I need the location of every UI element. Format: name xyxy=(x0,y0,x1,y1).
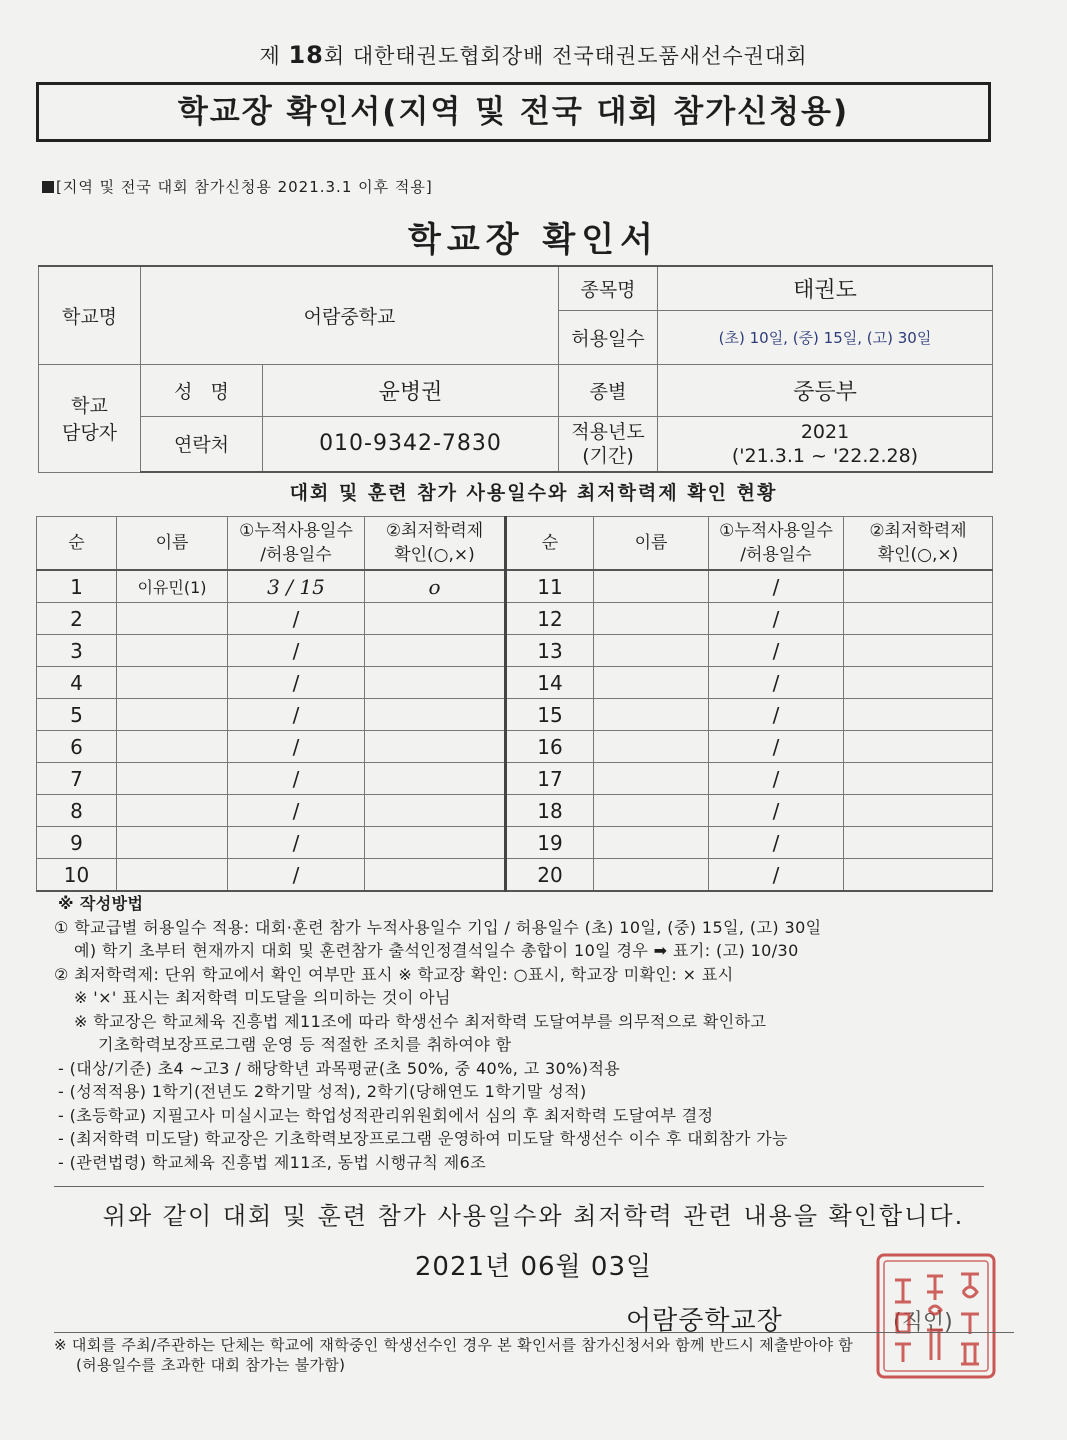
school-name-label: 학교명 xyxy=(39,266,141,364)
instructions-heading: ※ 작성방법 xyxy=(58,894,144,913)
header-check-line1: ②최저학력제 xyxy=(869,521,967,541)
row-check xyxy=(365,603,506,635)
event-value: 태권도 xyxy=(658,266,993,310)
division-value: 중등부 xyxy=(658,364,993,416)
row-check xyxy=(365,859,506,892)
row-check xyxy=(844,859,993,892)
row-name: 이유민(1) xyxy=(117,570,228,603)
table-row xyxy=(37,570,993,603)
row-name xyxy=(594,603,709,635)
row-days: / xyxy=(228,763,365,795)
row-check xyxy=(365,731,506,763)
row-days: / xyxy=(228,699,365,731)
row-check xyxy=(365,763,506,795)
row-no: 9 xyxy=(37,827,117,859)
contact-label: 연락처 xyxy=(141,416,263,472)
header-check-right xyxy=(844,517,993,571)
period-range: ('21.3.1 ~ '22.2.28) xyxy=(731,444,919,467)
row-name xyxy=(117,763,228,795)
row-name xyxy=(117,635,228,667)
row-days: / xyxy=(709,763,844,795)
row-days: / xyxy=(228,859,365,892)
header-days-line1: ①누적사용일수 xyxy=(239,521,353,541)
header-suffix: 회 대한태권도협회장배 전국태권도품새선수권대회 xyxy=(323,44,808,68)
manager-name-value: 윤병권 xyxy=(263,364,559,416)
row-check xyxy=(844,667,993,699)
allowed-days-label: 허용일수 xyxy=(559,310,658,364)
seal-placeholder: (직인) xyxy=(893,1310,953,1335)
row-name xyxy=(117,603,228,635)
row-no: 10 xyxy=(37,859,117,892)
row-name xyxy=(594,635,709,667)
table-row xyxy=(37,699,993,731)
divider xyxy=(54,1186,984,1187)
row-no: 20 xyxy=(506,859,594,892)
row-days: / xyxy=(709,570,844,603)
header-no-left: 순 xyxy=(37,517,117,571)
row-no: 13 xyxy=(506,635,594,667)
row-no: 1 xyxy=(37,570,117,603)
instruction-item: ② 최저학력제: 단위 학교에서 확인 여부만 표시 ※ 학교장 확인: ○표시, 학교장 미확인: × 표시 xyxy=(54,964,734,984)
row-name xyxy=(117,827,228,859)
table-row xyxy=(37,635,993,667)
table-row xyxy=(37,603,993,635)
period-label-line2: (기간) xyxy=(582,444,634,467)
school-info-table xyxy=(38,265,993,473)
row-name xyxy=(594,731,709,763)
row-name xyxy=(117,667,228,699)
instruction-item: - (성적적용) 1학기(전년도 2학기말 성적), 2학기(당해연도 1학기말 성적) xyxy=(58,1082,587,1101)
manager-name-label: 성 명 xyxy=(141,364,263,416)
row-no: 17 xyxy=(506,763,594,795)
main-title: 학교장 확인서 xyxy=(408,220,659,260)
row-check xyxy=(844,731,993,763)
principal-signature-line: 어람중학교장 xyxy=(626,1306,783,1336)
table-row xyxy=(37,795,993,827)
row-days: / xyxy=(228,667,365,699)
instruction-item: - (관련법령) 학교체육 진흥법 제11조, 동법 시행규칙 제6조 xyxy=(58,1152,487,1172)
row-check xyxy=(365,667,506,699)
row-name xyxy=(594,763,709,795)
row-name xyxy=(117,699,228,731)
applicability-note-text: [지역 및 전국 대회 참가신청용 2021.3.1 이후 적용] xyxy=(56,178,433,196)
row-days: / xyxy=(709,667,844,699)
row-no: 2 xyxy=(37,603,117,635)
row-no: 5 xyxy=(37,699,117,731)
instruction-item: - (최저학력 미도달) 학교장은 기초학력보장프로그램 운영하여 미도달 학생선수 이수 후 대회참가 가능 xyxy=(58,1129,788,1148)
period-year: 2021 xyxy=(800,420,850,443)
roster-table xyxy=(36,516,993,892)
row-check xyxy=(844,699,993,731)
row-days: / xyxy=(709,827,844,859)
row-days: / xyxy=(228,795,365,827)
row-name xyxy=(117,859,228,892)
period-label xyxy=(559,416,658,472)
period-label-line1: 적용년도 xyxy=(571,420,645,443)
header-check-line2: 확인(○,×) xyxy=(394,545,475,565)
header-no-right: 순 xyxy=(506,517,594,571)
table-row xyxy=(37,731,993,763)
header-check-line1: ②최저학력제 xyxy=(385,521,484,541)
school-manager-label xyxy=(39,364,141,472)
roster-title: 대회 및 훈련 참가 사용일수와 최저학력제 확인 현황 xyxy=(289,482,778,504)
row-no: 19 xyxy=(506,827,594,859)
header-days-line2: /허용일수 xyxy=(260,545,332,565)
table-row xyxy=(37,859,993,892)
document-title-box: 학교장 확인서(지역 및 전국 대회 참가신청용) xyxy=(36,82,991,142)
footer-line2: (허용일수를 초과한 대회 참가는 불가함) xyxy=(76,1356,346,1374)
row-no: 6 xyxy=(37,731,117,763)
row-no: 14 xyxy=(506,667,594,699)
manager-label-line2: 담당자 xyxy=(61,422,118,444)
school-name-value: 어람중학교 xyxy=(141,266,559,364)
event-label: 종목명 xyxy=(559,266,658,310)
row-days: / xyxy=(709,731,844,763)
instruction-item: - (초등학교) 지필고사 미실시교는 학업성적관리위원회에서 심의 후 최저학력 도달여부 결정 xyxy=(58,1105,714,1125)
period-value xyxy=(658,416,993,472)
square-bullet-icon xyxy=(42,181,54,193)
header-number: 18 xyxy=(288,41,324,69)
row-days: 3 / 15 xyxy=(228,570,365,603)
instruction-item: ※ '×' 표시는 최저학력 미도달을 의미하는 것이 아님 xyxy=(74,988,451,1007)
footer-line1: ※ 대회를 주최/주관하는 단체는 학교에 재학중인 학생선수인 경우 본 확인서를 참가신청서와 함께 반드시 제출받아야 함 xyxy=(54,1336,854,1354)
row-check xyxy=(844,795,993,827)
row-no: 12 xyxy=(506,603,594,635)
row-name xyxy=(594,827,709,859)
instruction-item: - (대상/기준) 초4 ~고3 / 해당학년 과목평균(초 50%, 중 40%, 고 30%)적용 xyxy=(58,1058,621,1078)
row-name xyxy=(117,731,228,763)
row-no: 4 xyxy=(37,667,117,699)
division-label: 종별 xyxy=(559,364,658,416)
header-days-left xyxy=(228,517,365,571)
table-row xyxy=(37,827,993,859)
header-days-line1: ①누적사용일수 xyxy=(719,521,833,541)
table-row xyxy=(37,763,993,795)
row-days: / xyxy=(709,603,844,635)
header-name-right: 이름 xyxy=(594,517,709,571)
header-prefix: 제 xyxy=(259,44,281,68)
row-days: / xyxy=(709,699,844,731)
instruction-item: ※ 학교장은 학교체육 진흥법 제11조에 따라 학생선수 최저학력 도달여부를 의무적으로 확인하고 xyxy=(74,1011,767,1031)
row-days: / xyxy=(709,859,844,892)
competition-header xyxy=(0,40,1067,70)
row-name xyxy=(594,859,709,892)
instruction-item: 기초학력보장프로그램 운영 등 적절한 조치를 취하여야 함 xyxy=(98,1035,512,1054)
row-check xyxy=(365,827,506,859)
row-check xyxy=(844,635,993,667)
header-check-line2: 확인(○,×) xyxy=(877,545,959,565)
header-name-left: 이름 xyxy=(117,517,228,571)
row-days: / xyxy=(228,635,365,667)
contact-value: 010-9342-7830 xyxy=(263,416,559,472)
row-days: / xyxy=(228,603,365,635)
confirmation-statement: 위와 같이 대회 및 훈련 참가 사용일수와 최저학력 관련 내용을 확인합니다. xyxy=(102,1202,965,1230)
row-name xyxy=(594,795,709,827)
row-days: / xyxy=(228,731,365,763)
row-name xyxy=(594,699,709,731)
issue-date: 2021년 06월 03일 xyxy=(414,1252,653,1282)
row-check xyxy=(365,635,506,667)
table-row xyxy=(37,667,993,699)
instruction-item: ① 학교급별 허용일수 적용: 대회·훈련 참가 누적사용일수 기입 / 허용일수 (초) 10일, (중) 15일, (고) 30일 xyxy=(54,917,822,937)
row-days: / xyxy=(228,827,365,859)
header-check-left xyxy=(365,517,506,571)
row-check xyxy=(844,827,993,859)
applicability-note xyxy=(42,176,433,197)
row-check xyxy=(844,603,993,635)
row-no: 7 xyxy=(37,763,117,795)
row-check xyxy=(365,699,506,731)
row-days: / xyxy=(709,795,844,827)
row-name xyxy=(594,570,709,603)
row-no: 8 xyxy=(37,795,117,827)
row-name xyxy=(117,795,228,827)
header-days-right xyxy=(709,517,844,571)
row-no: 16 xyxy=(506,731,594,763)
header-days-line2: /허용일수 xyxy=(740,545,812,565)
row-name xyxy=(594,667,709,699)
row-no: 15 xyxy=(506,699,594,731)
footer-note xyxy=(54,1332,1014,1375)
row-no: 18 xyxy=(506,795,594,827)
row-check xyxy=(365,795,506,827)
row-check xyxy=(844,763,993,795)
row-no: 3 xyxy=(37,635,117,667)
row-days: / xyxy=(709,635,844,667)
allowed-days-value: (초) 10일, (중) 15일, (고) 30일 xyxy=(658,310,993,364)
instruction-item: 예) 학기 초부터 현재까지 대회 및 훈련참가 출석인정결석일수 총합이 10일 경우 ➡ 표기: (고) 10/30 xyxy=(74,941,799,960)
manager-label-line1: 학교 xyxy=(71,395,108,417)
row-check: o xyxy=(365,570,506,603)
row-no: 11 xyxy=(506,570,594,603)
row-check xyxy=(844,570,993,603)
instructions xyxy=(40,892,1030,1174)
